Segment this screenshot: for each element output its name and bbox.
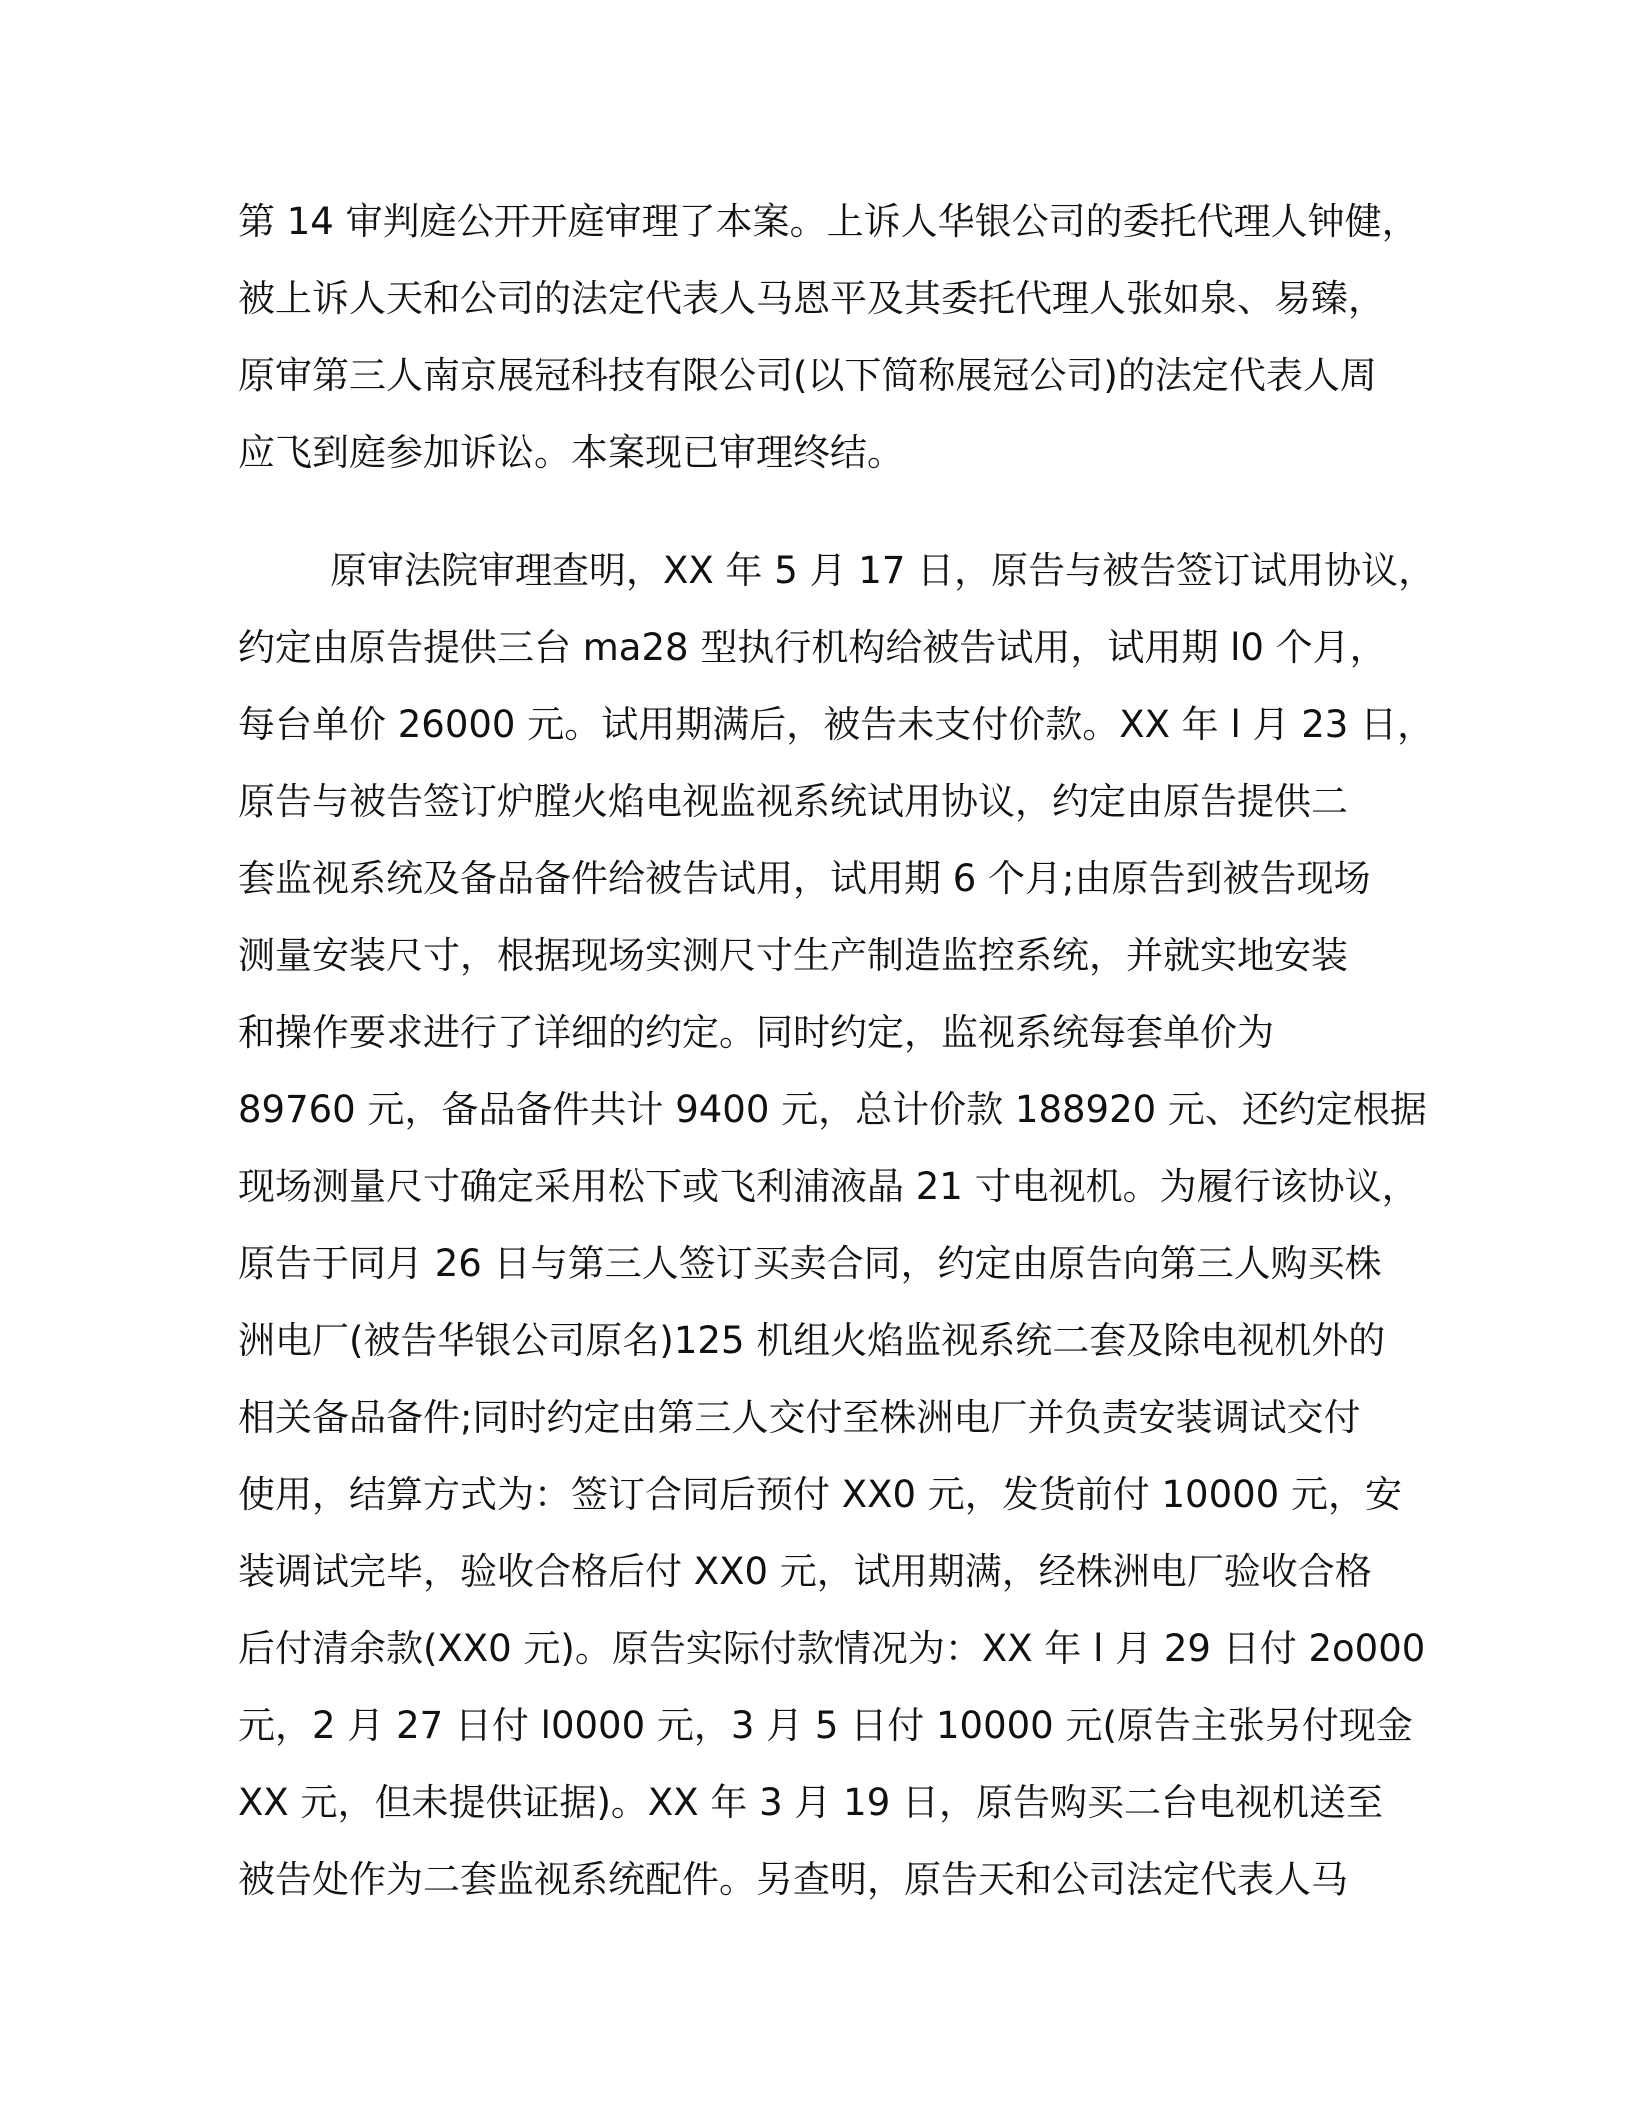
text-line: 装调试完毕，验收合格后付 XX0 元，试用期满，经株洲电厂验收合格 bbox=[238, 1550, 1372, 1593]
text-line: 约定由原告提供三台 ma28 型执行机构给被告试用，试用期 l0 个月， bbox=[238, 626, 1387, 669]
text-line: 原审法院审理查明，XX 年 5 月 17 日，原告与被告签订试用协议， bbox=[330, 549, 1436, 592]
text-line: 原告与被告签订炉膛火焰电视监视系统试用协议，约定由原告提供二 bbox=[238, 780, 1348, 823]
text-line: 应飞到庭参加诉讼。本案现已审理终结。 bbox=[238, 431, 904, 474]
text-line: 第 14 审判庭公开开庭审理了本案。上诉人华银公司的委托代理人钟健， bbox=[238, 200, 1419, 243]
paragraph-2 bbox=[238, 532, 1438, 1918]
document-body bbox=[238, 183, 1438, 1918]
text-line: 89760 元，备品备件共计 9400 元，总计价款 188920 元、还约定根据 bbox=[238, 1088, 1427, 1131]
text-line: 被告处作为二套监视系统配件。另查明，原告天和公司法定代表人马 bbox=[238, 1858, 1348, 1901]
text-line: 测量安装尺寸，根据现场实测尺寸生产制造监控系统，并就实地安装 bbox=[238, 934, 1348, 977]
text-line: 套监视系统及备品备件给被告试用，试用期 6 个月;由原告到被告现场 bbox=[238, 857, 1371, 900]
text-line: 洲电厂(被告华银公司原名)125 机组火焰监视系统二套及除电视机外的 bbox=[238, 1319, 1386, 1362]
text-line: 和操作要求进行了详细的约定。同时约定，监视系统每套单价为 bbox=[238, 1011, 1274, 1054]
text-line: 后付清余款(XX0 元)。原告实际付款情况为：XX 年 l 月 29 日付 2o000 bbox=[238, 1627, 1426, 1670]
text-line: 使用，结算方式为：签订合同后预付 XX0 元，发货前付 10000 元，安 bbox=[238, 1473, 1402, 1516]
text-line: 原告于同月 26 日与第三人签订买卖合同，约定由原告向第三人购买株 bbox=[238, 1242, 1382, 1285]
paragraph-1 bbox=[238, 183, 1438, 491]
paragraph-spacer bbox=[238, 491, 1438, 532]
text-line: 被上诉人天和公司的法定代表人马恩平及其委托代理人张如泉、易臻， bbox=[238, 277, 1385, 320]
text-line: 现场测量尺寸确定采用松下或飞利浦液晶 21 寸电视机。为履行该协议， bbox=[238, 1165, 1419, 1208]
text-line: 每台单价 26000 元。试用期满后，被告未支付价款。XX 年 l 月 23 日， bbox=[238, 703, 1435, 746]
text-line: XX 元，但未提供证据)。XX 年 3 月 19 日，原告购买二台电视机送至 bbox=[238, 1781, 1384, 1824]
text-line: 相关备品备件;同时约定由第三人交付至株洲电厂并负责安装调试交付 bbox=[238, 1396, 1361, 1439]
text-line: 原审第三人南京展冠科技有限公司(以下简称展冠公司)的法定代表人周 bbox=[238, 354, 1377, 397]
text-line: 元，2 月 27 日付 l0000 元，3 月 5 日付 10000 元(原告主张另付现金 bbox=[238, 1704, 1413, 1747]
